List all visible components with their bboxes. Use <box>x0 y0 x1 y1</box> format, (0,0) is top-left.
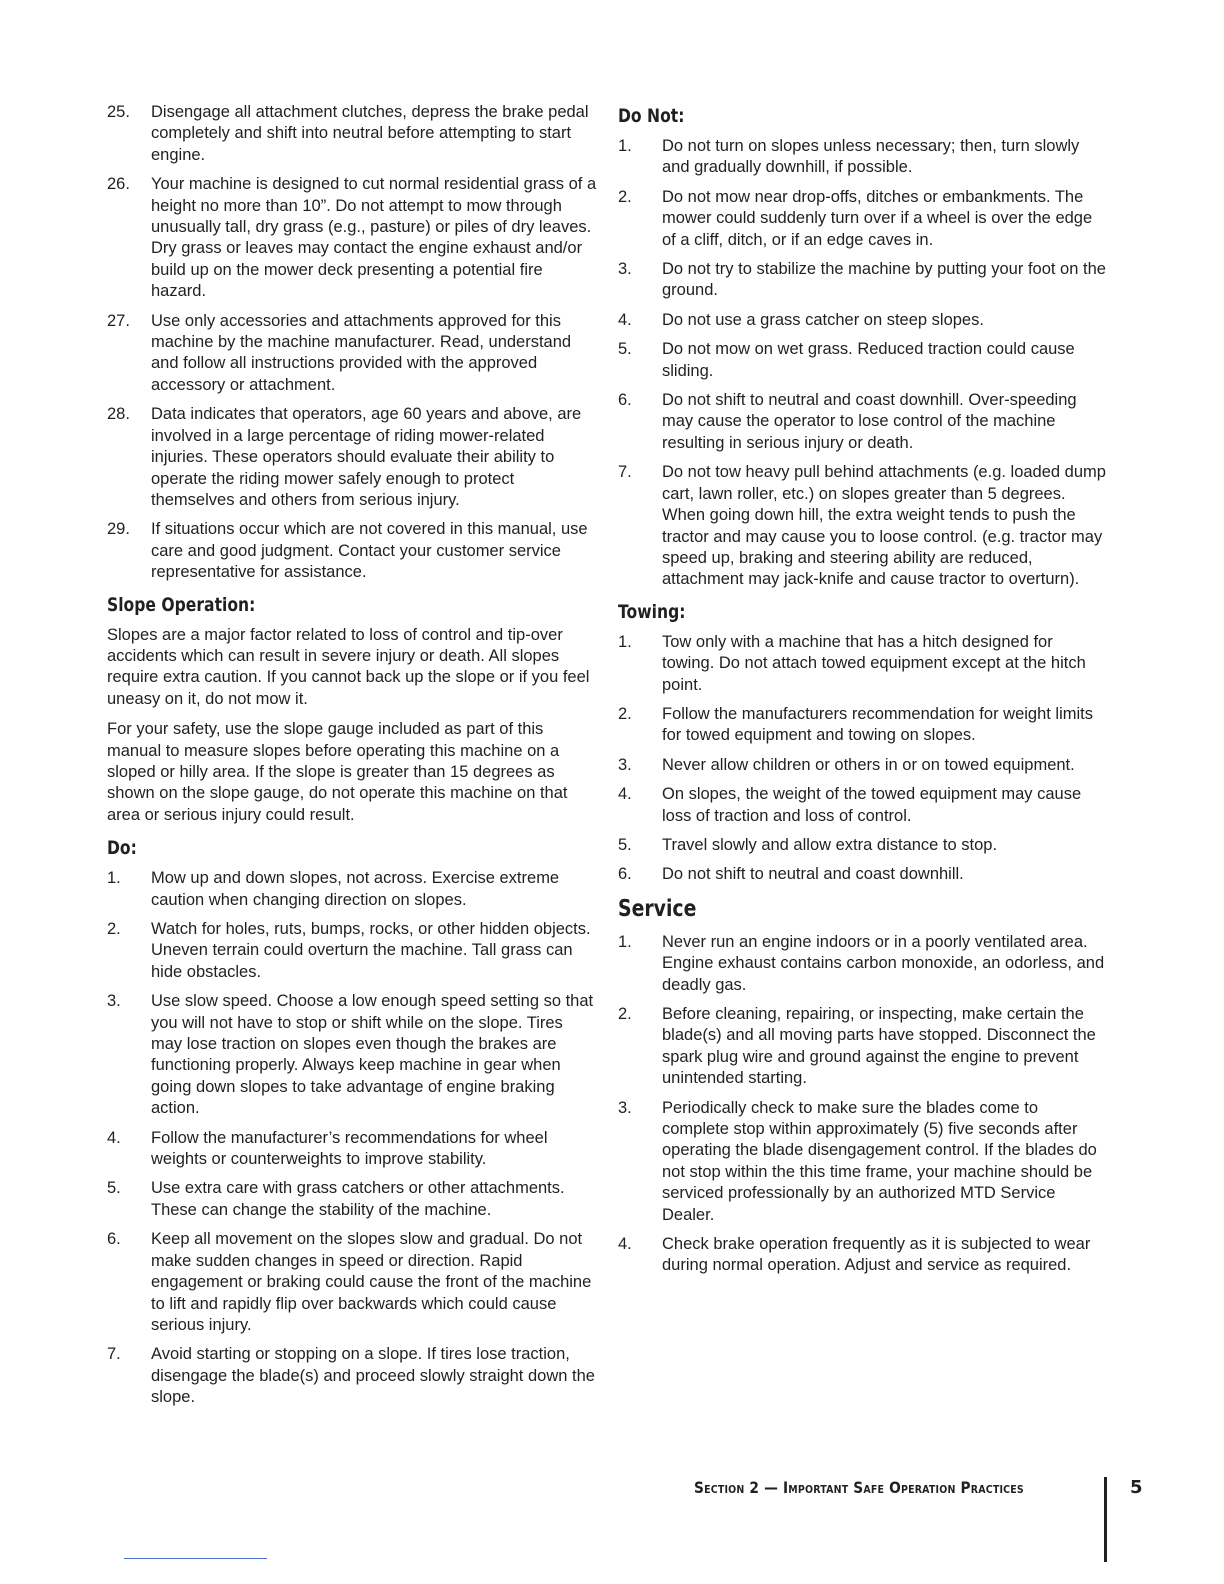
list-item-text: Never allow children or others in or on towed equipment. <box>662 755 1075 774</box>
list-item-text: Do not mow on wet grass. Reduced traction could cause sliding. <box>662 340 1075 380</box>
list-item <box>107 519 597 583</box>
list-item <box>107 1229 597 1336</box>
list-item-number: 27. <box>107 311 130 330</box>
list-item-text: Do not shift to neutral and coast downhill. <box>662 865 964 884</box>
do-heading: Do: <box>107 837 137 860</box>
list-item-text: Do not shift to neutral and coast downhill. Over-speeding may cause the operator to lose control of the machine resulting in serious injury or death. <box>662 391 1077 452</box>
towing-heading: Towing: <box>618 600 686 623</box>
list-item <box>618 835 1108 856</box>
list-item-text: If situations occur which are not covered in this manual, use care and good judgment. Contact your customer service representative for assistance. <box>151 520 588 582</box>
do-not-list <box>618 136 1108 591</box>
list-item <box>618 136 1108 179</box>
list-item-text: Do not use a grass catcher on steep slopes. <box>662 310 984 329</box>
page-number: 5 <box>1130 1477 1143 1498</box>
list-item <box>618 932 1108 996</box>
list-item-text: Disengage all attachment clutches, depress the brake pedal completely and shift into neutral before attempting to start engine. <box>151 103 589 164</box>
list-item-number: 4. <box>618 785 632 804</box>
list-item-number: 28. <box>107 405 130 424</box>
list-item <box>618 187 1108 251</box>
list-item-text: On slopes, the weight of the towed equipment may cause loss of traction and loss of control. <box>662 785 1082 825</box>
list-item-number: 2. <box>618 704 632 723</box>
list-item <box>107 404 597 511</box>
list-item-text: Tow only with a machine that has a hitch designed for towing. Do not attach towed equipment except at the hitch point. <box>662 632 1086 694</box>
list-item-number: 2. <box>618 187 632 206</box>
list-item-number: 2. <box>107 920 121 938</box>
slope-operation-heading: Slope Operation: <box>107 593 256 616</box>
list-item-number: 2. <box>618 1005 632 1023</box>
list-item <box>618 784 1108 827</box>
list-item <box>107 868 597 911</box>
towing-list <box>618 632 1108 886</box>
list-item <box>618 259 1108 302</box>
list-item-text: Use slow speed. Choose a low enough speed setting so that you will not have to stop or shift while on the slope. Tires may lose traction on slopes even though the brakes are functioning properly. Always keep machine in gear when going down slopes to take advantage of engine braking action. <box>151 992 594 1118</box>
list-item <box>107 1344 597 1408</box>
list-item-number: 3. <box>618 260 632 279</box>
list-item-number: 3. <box>618 1098 632 1117</box>
list-item-text: Do not mow near drop-offs, ditches or embankments. The mower could suddenly turn over if a wheel is over the edge of a cliff, ditch, or if an edge caves in. <box>662 187 1093 249</box>
safety-list-continued <box>107 102 597 584</box>
list-item-text: Travel slowly and allow extra distance to stop. <box>662 835 998 854</box>
list-item-number: 1. <box>107 869 121 888</box>
list-item-number: 5. <box>618 835 632 854</box>
list-item <box>618 755 1108 776</box>
footer-section-title: Section 2 — Important Safe Operation Practices <box>694 1478 1024 1497</box>
list-item-number: 1. <box>618 932 632 951</box>
list-item <box>107 174 597 302</box>
list-item-text: Mow up and down slopes, not across. Exercise extreme caution when changing direction on slopes. <box>151 869 560 909</box>
list-item-text: Do not try to stabilize the machine by putting your foot on the ground. <box>662 260 1106 300</box>
list-item-text: Use only accessories and attachments approved for this machine by the machine manufacturer. Read, understand and follow all instructions provided with the approved accessory or attachment. <box>151 311 572 394</box>
list-item <box>618 1004 1108 1090</box>
list-item-text: Follow the manufacturers recommendation for weight limits for towed equipment and towing on slopes. <box>662 704 1094 745</box>
list-item <box>107 919 597 983</box>
list-item-number: 3. <box>618 755 632 774</box>
list-item <box>107 1128 597 1171</box>
slope-paragraph-1: Slopes are a major factor related to loss of control and tip-over accidents which can result in severe injury or death. All slopes require extra caution. If you cannot back up the slope or if you feel uneasy on it, do not mow it. <box>107 625 590 708</box>
list-item <box>618 390 1108 454</box>
list-item-number: 6. <box>107 1230 121 1249</box>
do-list <box>107 868 597 1408</box>
list-item-number: 7. <box>618 463 632 482</box>
list-item <box>618 339 1108 382</box>
list-item-number: 4. <box>618 1235 632 1254</box>
list-item <box>107 1178 597 1221</box>
list-item-number: 26. <box>107 175 130 194</box>
list-item-number: 4. <box>618 310 632 329</box>
list-item-text: Never run an engine indoors or in a poorly ventilated area. Engine exhaust contains carbon monoxide, an odorless, and deadly gas. <box>662 932 1105 994</box>
slope-paragraph-2: For your safety, use the slope gauge included as part of this manual to measure slopes before operating this machine on a sloped or hilly area. If the slope is greater than 15 degrees as shown on the slope gauge, do not operate this machine on that area or serious injury could result. <box>107 720 568 824</box>
list-item <box>107 991 597 1119</box>
bottom-link-underline <box>124 1558 267 1559</box>
list-item <box>618 704 1108 747</box>
list-item-text: Use extra care with grass catchers or other attachments. These can change the stability of the machine. <box>151 1179 565 1219</box>
list-item-number: 5. <box>618 340 632 359</box>
list-item <box>107 311 597 397</box>
list-item-number: 5. <box>107 1179 121 1198</box>
right-column <box>618 103 1108 1285</box>
list-item-number: 7. <box>107 1345 121 1364</box>
list-item-text: Your machine is designed to cut normal residential grass of a height no more than 10”. Do not attempt to mow through unusually tall, dry grass (e.g., pasture) or piles of dry leaves. Dry grass or leaves may contact the engine exhaust and/or build up on the mower deck presenting a potential fire hazard. <box>151 175 597 301</box>
list-item-text: Watch for holes, ruts, bumps, rocks, or other hidden objects. Uneven terrain could overturn the machine. Tall grass can hide obstacles. <box>151 920 591 981</box>
list-item <box>618 632 1108 696</box>
list-item-number: 6. <box>618 865 632 884</box>
list-item <box>618 310 1108 331</box>
list-item-number: 1. <box>618 632 632 651</box>
list-item-text: Do not turn on slopes unless necessary; then, turn slowly and gradually downhill, if possible. <box>662 137 1080 177</box>
service-list <box>618 932 1108 1277</box>
list-item-text: Keep all movement on the slopes slow and gradual. Do not make sudden changes in speed or direction. Rapid engagement or braking could cause the front of the machine to lift and rapidly flip over backwards which could cause serious injury. <box>151 1230 592 1334</box>
list-item-number: 29. <box>107 520 130 539</box>
list-item-number: 25. <box>107 103 130 121</box>
list-item-text: Data indicates that operators, age 60 years and above, are involved in a large percentage of riding mower-related injuries. These operators should evaluate their ability to operate the riding mower safely enough to protect themselves and others from serious injury. <box>151 405 582 509</box>
service-heading: Service <box>618 895 697 922</box>
list-item-number: 1. <box>618 137 632 155</box>
list-item-text: Follow the manufacturer’s recommendations for wheel weights or counterweights to improve stability. <box>151 1128 548 1169</box>
do-not-heading: Do Not: <box>618 105 685 127</box>
list-item-text: Before cleaning, repairing, or inspecting, make certain the blade(s) and all moving parts have stopped. Disconnect the spark plug wire and ground against the engine to prevent unintended starting. <box>662 1005 1096 1088</box>
list-item-text: Avoid starting or stopping on a slope. If tires lose traction, disengage the blade(s) and proceed slowly straight down the slope. <box>151 1345 595 1407</box>
list-item <box>107 102 597 166</box>
list-item <box>618 462 1108 590</box>
list-item-number: 6. <box>618 391 632 410</box>
list-item <box>618 864 1108 885</box>
list-item-text: Check brake operation frequently as it is subjected to wear during normal operation. Adjust and service as required. <box>662 1235 1091 1275</box>
left-column <box>107 102 597 1417</box>
list-item-number: 4. <box>107 1128 121 1147</box>
footer-divider <box>1104 1477 1107 1562</box>
list-item-text: Do not tow heavy pull behind attachments (e.g. loaded dump cart, lawn roller, etc.) on slopes greater than 5 degrees. When going down hill, the extra weight tends to push the tractor and may cause you to loose control. (e.g. tractor may speed up, braking and steering ability are reduced, attachment may jack-knife and cause tractor to overturn). <box>662 463 1106 589</box>
list-item <box>618 1098 1108 1226</box>
list-item <box>618 1234 1108 1277</box>
list-item-text: Periodically check to make sure the blades come to complete stop within approximately (5) five seconds after operating the blade disengagement control. If the blades do not stop within the this time frame, your machine should be serviced professionally by an authorized MTD Service Dealer. <box>662 1098 1097 1224</box>
list-item-number: 3. <box>107 992 121 1011</box>
